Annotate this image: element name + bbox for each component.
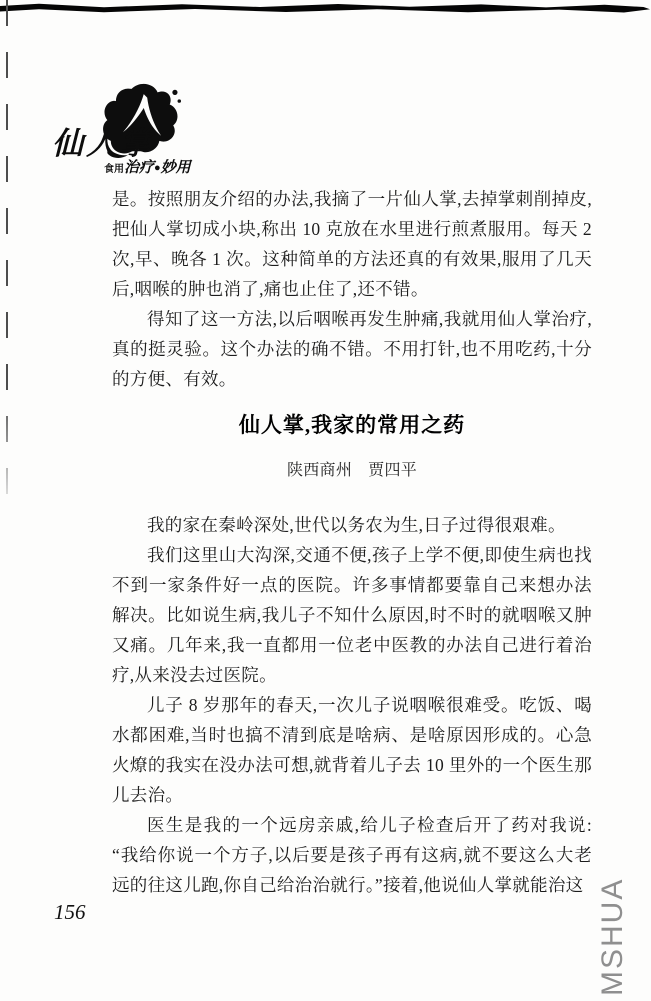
paragraph: 我的家在秦岭深处,世代以务农为生,日子过得很艰难。 (147, 515, 566, 536)
logo-subtitle-prefix: 食用 (104, 164, 124, 175)
author-name: 贾四平 (368, 462, 418, 480)
article-author-line (112, 458, 592, 484)
paragraph: 医生是我的一个远房亲戚,给儿子检查后开了药对我说:“我给你说一个方子,以后要是孩子再有这病,就不要这么大老远的往这儿跑,你自己给治治就行。”接着,他说仙人掌就能治这 (112, 815, 592, 896)
paragraph: 儿子 8 岁那年的春天,一次儿子说咽喉很难受。吃饭、喝水都困难,当时也搞不清到底是啥病、是啥原因形成的。心急火燎的我实在没办法可想,就背着儿子去 10 里外的一个医生那儿去治。 (112, 695, 592, 806)
text-column (112, 184, 592, 900)
logo-title: 仙人掌 (52, 126, 154, 161)
logo-subtitle (104, 156, 191, 177)
scan-top-edge-artifact (0, 3, 650, 13)
logo-subtitle-mid: 治疗 (124, 160, 155, 176)
logo-subtitle-suffix: 妙用 (160, 160, 191, 176)
article-title: 仙人掌,我家的常用之药 (238, 413, 466, 437)
watermark-text: MSHUA (596, 877, 629, 996)
paragraph: 得知了这一方法,以后咽喉再发生肿痛,我就用仙人掌治疗,真的挺灵验。这个办法的确不错。不用打针,也不用吃药,十分的方便、有效。 (112, 309, 592, 389)
paragraph: 是。按照朋友介绍的办法,我摘了一片仙人掌,去掉掌刺削掉皮,把仙人掌切成小块,称出 10 克放在水里进行煎煮服用。每天 2 次,早、晚各 1 次。这种简单的方法还真的有效果,服用了几天后,咽喉的肿也消了,痛也止住了,还不错。 (112, 189, 592, 299)
paragraph: 我们这里山大沟深,交通不便,孩子上学不便,即使生病也找不到一家条件好一点的医院。许多事情都要靠自己来想办法解决。比如说生病,我儿子不知什么原因,时不时的就咽喉又肿又痛。几年来,我一直都用一位老中医教的办法自己进行着治疗,从来没去过医院。 (112, 545, 592, 686)
logo-dot-icon: ● (154, 162, 161, 174)
author-region: 陕西商州 (286, 462, 353, 480)
book-series-logo (52, 82, 262, 176)
scan-left-fold-line (6, 0, 8, 520)
lead-paragraphs (112, 184, 592, 394)
page-number: 156 (54, 900, 86, 924)
article-paragraphs (112, 510, 592, 900)
